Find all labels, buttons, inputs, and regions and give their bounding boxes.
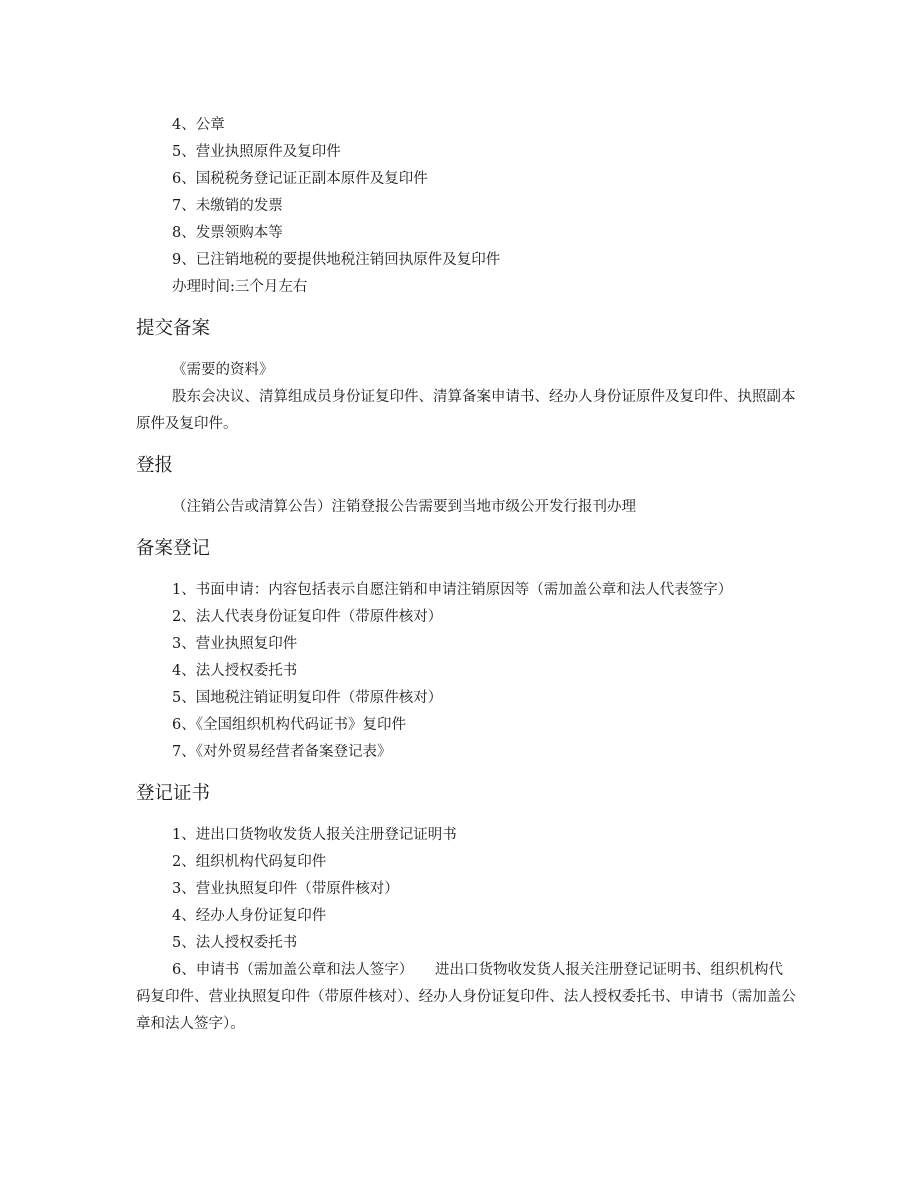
section-heading-registration: 备案登记 xyxy=(136,538,211,559)
list-item: 7、未缴销的发票 xyxy=(172,198,283,214)
section-heading-filing: 提交备案 xyxy=(136,318,211,339)
list-item: 2、法人代表身份证复印件（带原件核对） xyxy=(172,609,443,625)
intro-list xyxy=(136,112,796,301)
list-item: 3、营业执照复印件（带原件核对） xyxy=(172,881,399,897)
document-content xyxy=(136,112,796,1038)
certificate-list xyxy=(136,822,796,957)
list-item: 4、公章 xyxy=(172,117,225,133)
section-heading-certificate: 登记证书 xyxy=(136,783,211,804)
list-item: 6、《全国组织机构代码证书》复印件 xyxy=(172,717,406,733)
list-item: 6、国税税务登记证正副本原件及复印件 xyxy=(172,171,428,187)
list-item: 4、法人授权委托书 xyxy=(172,663,298,679)
list-item: 4、经办人身份证复印件 xyxy=(172,908,327,924)
publish-paragraph: （注销公告或清算公告）注销登报公告需要到当地市级公开发行报刊办理 xyxy=(172,499,636,515)
list-item: 2、组织机构代码复印件 xyxy=(172,854,327,870)
certificate-final-paragraph: 6、申请书（需加盖公章和法人签字） 进出口货物收发货人报关注册登记证明书、组织机构代码复印件、营业执照复印件（带原件核对）、经办人身份证复印件、法人授权委托书、申请书（需加盖公章和法人签字）。 xyxy=(136,962,796,1032)
list-item: 8、发票领购本等 xyxy=(172,225,283,241)
list-item: 7、《对外贸易经营者备案登记表》 xyxy=(172,744,392,760)
list-item: 5、国地税注销证明复印件（带原件核对） xyxy=(172,690,443,706)
section-heading-publish: 登报 xyxy=(136,455,174,476)
list-item: 9、已注销地税的要提供地税注销回执原件及复印件 xyxy=(172,252,501,268)
filing-subheading: 《需要的资料》 xyxy=(172,362,274,378)
registration-list xyxy=(136,577,796,766)
list-item: 1、书面申请：内容包括表示自愿注销和申请注销原因等（需加盖公章和法人代表签字） xyxy=(172,582,733,598)
processing-time: 办理时间:三个月左右 xyxy=(172,279,308,295)
list-item: 5、营业执照原件及复印件 xyxy=(172,144,341,160)
list-item: 3、营业执照复印件 xyxy=(172,636,298,652)
filing-paragraph: 股东会决议、清算组成员身份证复印件、清算备案申请书、经办人身份证原件及复印件、执照副本原件及复印件。 xyxy=(136,389,796,432)
list-item: 5、法人授权委托书 xyxy=(172,935,298,951)
list-item: 1、进出口货物收发货人报关注册登记证明书 xyxy=(172,827,457,843)
